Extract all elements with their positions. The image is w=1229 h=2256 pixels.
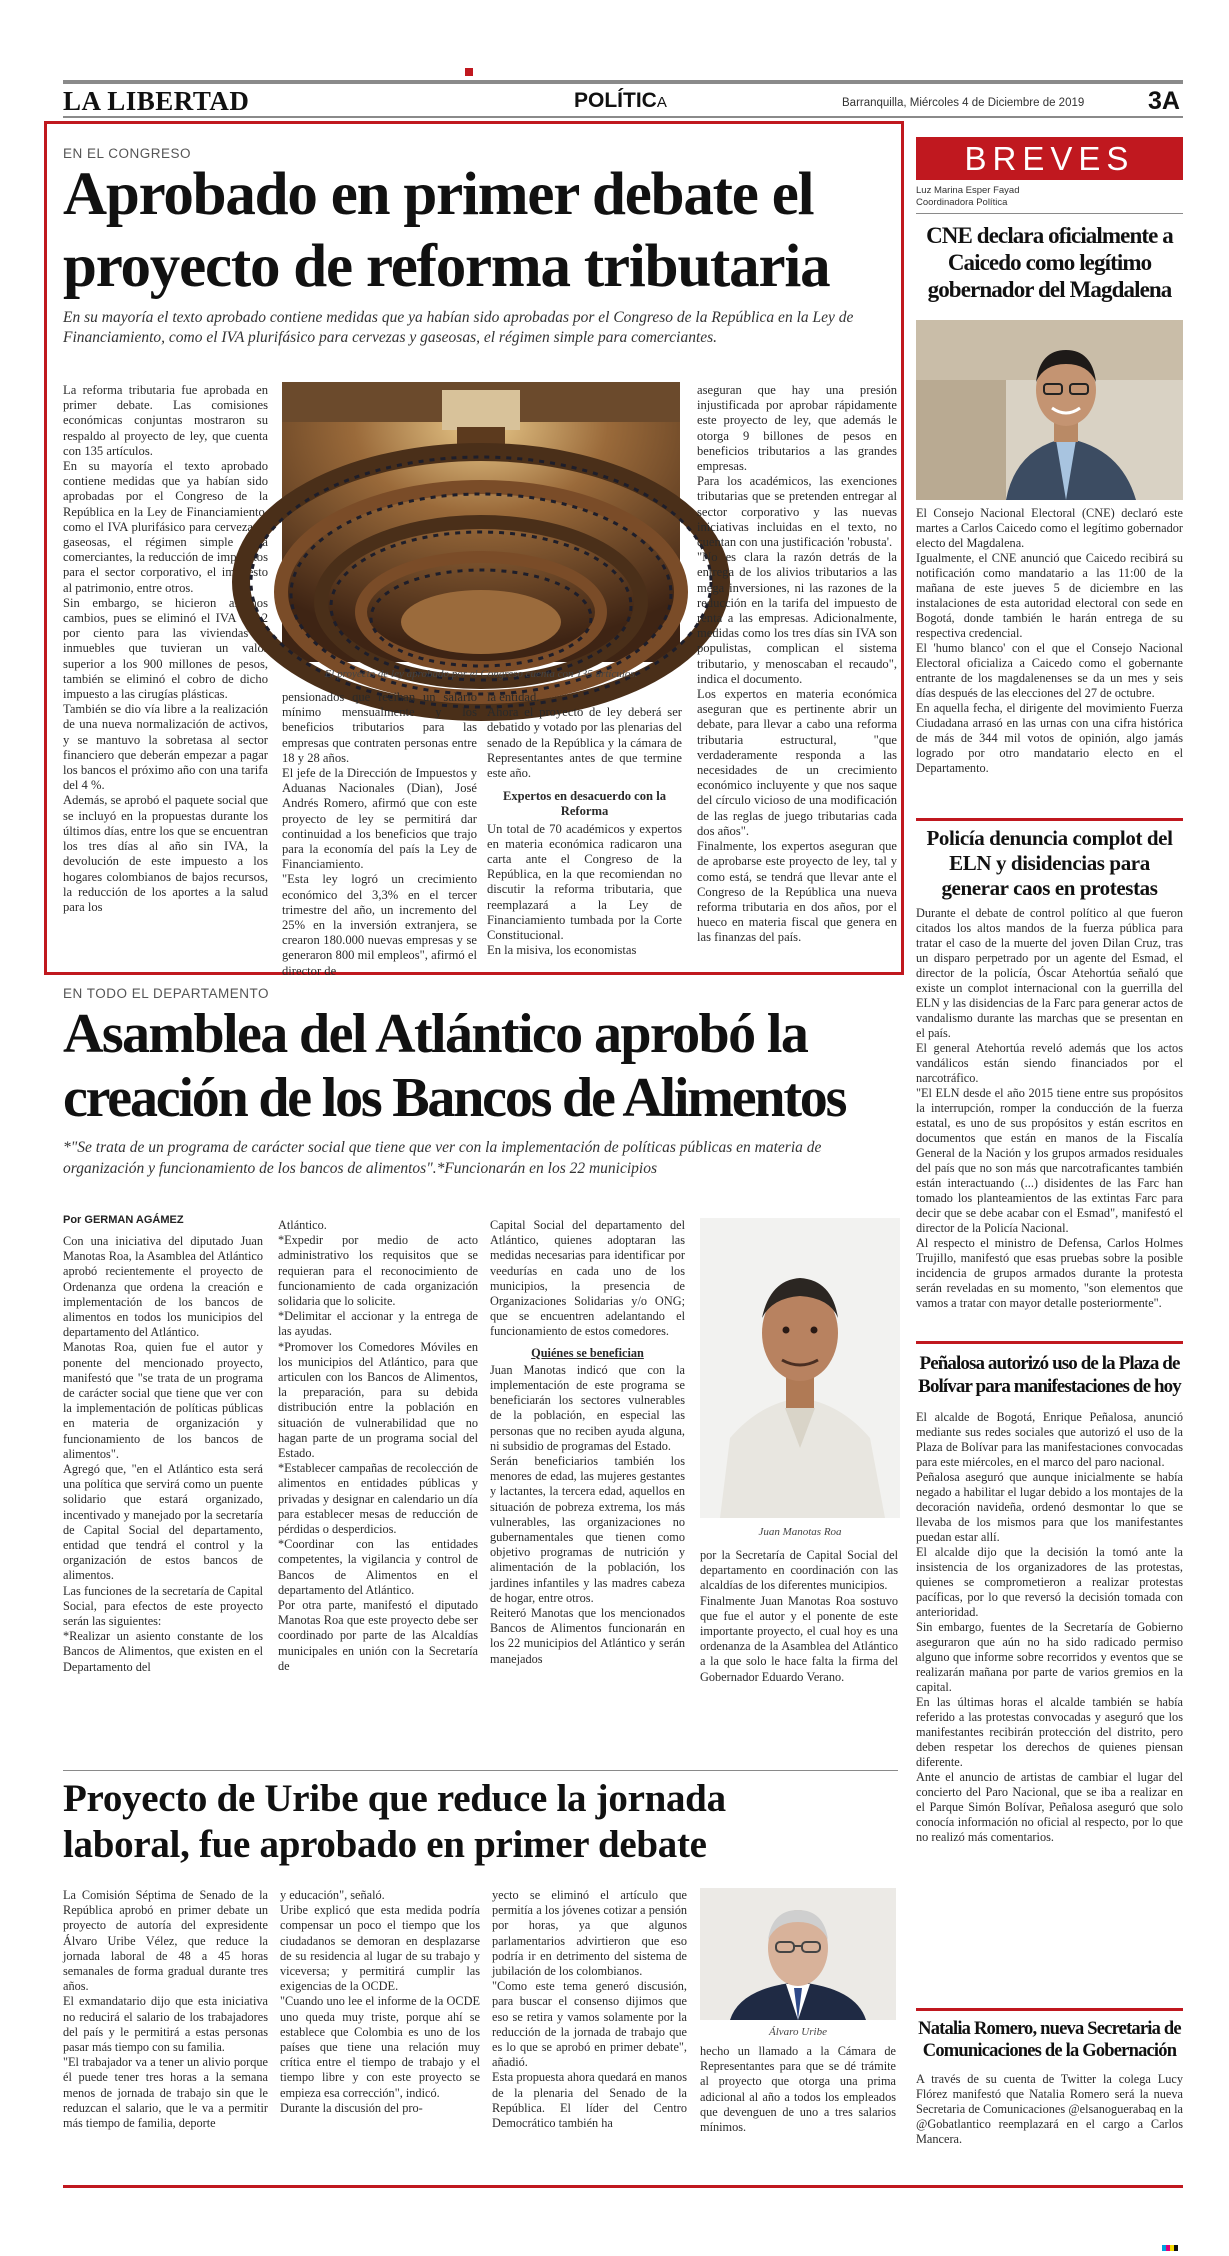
article2-column-4	[700, 1548, 898, 1762]
article3-top-rule	[63, 1770, 898, 1771]
breves-author: Luz Marina Esper Fayad	[916, 185, 1020, 196]
brief1-p3: El 'humo blanco' con el que el Consejo Nacional Electoral oficializa a Caicedo como el gobernante entrante de los magdalenenses se da un mes y seis días después de las elecciones del 27 de octubre.	[916, 641, 1183, 700]
article2-deck: *"Se trata de un programa de carácter social que tiene que ver con la implementación de políticas públicas en materia de organización y funcionamiento de los bancos de alimentos".*Funcionarán en los 22 municipios	[63, 1139, 822, 1177]
article3-column-1	[63, 1888, 268, 2178]
a2c4-p2: Finalmente Juan Manotas Roa sostuvo que fue el autor y el ponente de este importante proyecto, el cual hoy es una ordenanza de la Asamblea del Atlántico a la que solo le hace falta la firma del Gobernador Eduardo Verano.	[700, 1593, 898, 1684]
article3-headline-line1: Proyecto de Uribe que reduce la jornada	[63, 1777, 726, 1820]
article3-column-2	[280, 1888, 480, 2178]
brief2-p2: El general Atehortúa reveló además que los actos vandálicos están siendo financiados por el narcotráfico.	[916, 1041, 1183, 1085]
brief1-title: CNE declara oficialmente a Caicedo como legítimo gobernador del Magdalena	[926, 223, 1173, 302]
brief2-p3: "El ELN desde el año 2015 tiene entre sus propósitos la interrupción, romper la conducción de la fuerza estatal, es uno de sus propósitos y están escritos en documentos que están en manos de la Fiscalía General de la Nación y los grupos armados residuales del país que no son más que narcotraficantes también están interactuando (...) disidentes de las Farc han tomado los planteamientos de las extintas Farc para decir que se debe acabar con el Esmad", manifestó el director de la Policía Nacional.	[916, 1086, 1183, 1235]
a1c2-p2: El jefe de la Dirección de Impuestos y Aduanas Nacionales (Dian), José Andrés Romero, afirmó que con este proyecto de ley se permitirá dar continuidad a los beneficios que trajo para la economía del país la Ley de Financiamiento.	[282, 766, 477, 872]
a1c2-p1: pensionados que reciban un salario mínimo mensualmente y los beneficios tributarios para las empresas que contraten personas entre 18 y 28 años.	[282, 690, 477, 765]
a2c3-p3: Serán beneficiarios también los menores de edad, las mujeres gestantes y lactantes, la tercera edad, aquellos en situación de pobreza extrema, los más vulnerables, las organizaciones no gubernamentales que tienen como objetivo programas de nutrición y alimentación de la población, los jardines infantiles y las madres cabeza de hogar, entre otros.	[490, 1454, 685, 1605]
congress-photo-image	[282, 382, 680, 662]
a1c3-p4: En la misiva, los economistas	[487, 943, 637, 958]
header-bottom-rule	[63, 116, 1183, 118]
a1c4-p1: aseguran que hay una presión injustificada por aprobar rápidamente este proyecto de ley, que además le otorga 9 billones de pesos en beneficios tributarios a las grandes empresas.	[697, 383, 897, 474]
brief1-p2: Igualmente, el CNE anunció que Caicedo recibirá su notificación como mandatario a las 11:00 de la mañana de este jueves 5 de diciembre en las instalaciones de esta autoridad electoral con sede en Bogotá, donde también le harán entrega de su respectiva credencial.	[916, 551, 1183, 640]
article2-byline: Por GERMAN AGÁMEZ	[63, 1214, 184, 1226]
cmyk-marks	[1162, 2238, 1178, 2244]
breves-author-role: Coordinadora Política	[916, 197, 1008, 208]
article1-headline-line2: proyecto de reforma tributaria	[63, 233, 830, 300]
a3c4-p1: hecho un llamado a la Cámara de Representantes para que se dé trámite al proyecto que otorga una prima adicional al año a todos los empleados que devenguen de uno a tres salarios mínimos.	[700, 2044, 896, 2135]
brief3-body	[916, 1410, 1183, 2002]
caicedo-photo-image	[916, 320, 1183, 500]
a2c1-p4: Las funciones de la secretaría de Capital Social, para efectos de este proyecto serán las siguientes:	[63, 1583, 263, 1629]
brief3-p2: Peñalosa aseguró que aunque inicialmente se había negado a habilitar el lugar debido a los montajes de la decoración navideña, ordenó desmontar lo que se llevaba de los mismos para que los manifestantes puedan estar allí.	[916, 1470, 1183, 1544]
brief2-p4: Al respecto el ministro de Defensa, Carlos Holmes Trujillo, manifestó que esas pruebas sobre la posible incidencia de grupos armados durante la protesta serán reveladas en su momento, "son elementos que vamos a tratar con mayor detalle posteriormente".	[916, 1236, 1183, 1310]
a1c4-p2: Para los académicos, las exenciones tributarias que se pretenden entregar al sector corporativo y las nuevas iniciativas incluidas en el texto, no cuentan con una justificación 'robusta'.	[697, 474, 897, 550]
a2-subhead: Quiénes se benefician	[531, 1345, 644, 1360]
article2-photo-caption: Juan Manotas Roa	[758, 1526, 842, 1538]
brief1-p4: En aquella fecha, el dirigente del movimiento Fuerza Ciudadana arrasó en las urnas con una cifra histórica de más de 344 mil votos de opinión, algo jamás logrado por otro mandatario electo en el Departamento.	[916, 701, 1183, 775]
top-rule	[63, 80, 1183, 84]
brief1-body	[916, 506, 1183, 808]
article2-kicker: EN TODO EL DEPARTAMENTO	[63, 986, 270, 1001]
brief4-p1: A través de su cuenta de Twitter la colega Lucy Flórez manifestó que Natalia Romero será la nueva Secretaria de Comunicaciones @elsanoguerabaq en la @Gobatlantico reemplazará en el cargo a Carlos Mancera.	[916, 2072, 1183, 2146]
a3c1-p3: "El trabajador va a tener un alivio porque él puede tener tres horas a la semana menos de jornada de trabajo sin que le reduzcan el salario, que le va a permitir más tiempo de familia, deporte	[63, 2055, 268, 2131]
article1-headline-line1: Aprobado en primer debate el	[63, 161, 814, 228]
a2c3-p2: Juan Manotas indicó que con la implementación de este programa se beneficiarán los sectores vulnerables de la población, en especial las personas que no reciben ayuda alguna, ni subsidio de programas del Estado.	[490, 1362, 685, 1453]
top-red-marker	[465, 68, 473, 76]
manotas-photo-image	[700, 1218, 900, 1518]
article1-column-3	[487, 690, 682, 970]
a2c1-p2: Manotas Roa, quien fue el autor y ponente del mencionado proyecto, manifestó que "se trata de un programa de carácter social que tiene que ver con la implementación de políticas públicas en materia de organización y funcionamiento de los bancos de alimentos".	[63, 1340, 263, 1461]
a1c1-p1: La reforma tributaria fue aprobada en primer debate. Las comisiones económicas conjuntas mostraron su respaldo al proyecto de ley, que cuenta con 135 artículos.	[63, 383, 268, 458]
uribe-photo	[700, 1888, 896, 2020]
dateline: Barranquilla, Miércoles 4 de Diciembre de 2019	[842, 97, 1085, 109]
article3-headline-line2: laboral, fue aprobado en primer debate	[63, 1823, 707, 1866]
uribe-photo-image	[700, 1888, 896, 2020]
a3c3-p1: yecto se eliminó el artículo que permitía a los jóvenes cotizar a pensión por horas, ya que algunos parlamentarios advirtieron que eso podría ir en detrimento del sistema de jubilación de los colombianos.	[492, 1888, 687, 1979]
article1-column-2	[282, 690, 477, 978]
article1-column-4	[697, 383, 897, 969]
a3c2-p4: Durante la discusión del pro-	[280, 2100, 423, 2115]
manotas-photo	[700, 1218, 900, 1518]
a2c2-p6: *Coordinar con las entidades competentes, la vigilancia y control de Bancos de Alimentos en el departamento del Atlántico.	[278, 1537, 478, 1597]
a2c1-p5: *Realizar un asiento constante de los Bancos de Alimentos, que existen en el Departamento del	[63, 1629, 263, 1674]
a3c2-p3: "Cuando uno lee el informe de la OCDE uno queda muy triste, porque ahí se establece que Colombia es uno de los países que tiene una relación muy crítica entre el tiempo de trabajo y el tiempo libre y con este proyecto se empieza esa corrección", indicó.	[280, 1994, 480, 2100]
article1-column-1	[63, 383, 268, 969]
breves-title: BREVES	[964, 140, 1135, 177]
article1-kicker: EN EL CONGRESO	[63, 146, 192, 161]
a1c4-p4: Los expertos en materia económica aseguran que es pertinente abrir un debate, para llevar a cabo una reforma tributaria estructural, "que verdaderamente responda a las necesidades de un crecimiento económico incluyente y que nos saque del círculo vicioso de una modificación de las reglas de juego tributarias cada dos años".	[697, 687, 897, 838]
brief1-p1: El Consejo Nacional Electoral (CNE) declaró este martes a Carlos Caicedo como el legítimo gobernador electo del Magdalena.	[916, 506, 1183, 550]
caicedo-photo	[916, 320, 1183, 500]
brief1-divider	[916, 818, 1183, 821]
a1-subhead: Expertos en desacuerdo con la Reforma	[502, 789, 666, 819]
a2c2-p1: Atlántico.	[278, 1218, 327, 1232]
brief3-p1: El alcalde de Bogotá, Enrique Peñalosa, anunció mediante sus redes sociales que autorizó el uso de la Plaza de Bolívar para las manifestaciones convocadas para este miércoles, en el marco del paro nacional.	[916, 1410, 1183, 1469]
a1c2-p3: "Esta ley logró un crecimiento económico del 3,3% en el tercer trimestre del año, un incremento del 25% en la inversión extranjera, se crearon 180.000 nuevas empresas y se generaron 800 mil empleos", afirmó el director de	[282, 872, 477, 978]
a3c3-p2: "Como este tema generó discusión, para buscar el consenso dijimos que eso se retira y vamos solamente por la reducción de la jornada de trabajo que es lo que se aprobó en primer debate", añadió.	[492, 1979, 687, 2070]
a2c4-p1: por la Secretaría de Capital Social del departamento en coordinación con las alcaldías de los diferentes municipios.	[700, 1548, 898, 1593]
a1c4-p3: "No es clara la razón detrás de la entrega de los alivios tributarios a las mega inversiones, ni las razones de la reducción en la tarifa del impuesto de renta a las empresas. Adicionalmente, medidas como los tres días sin IVA son populistas, complican el sistema tributario, y menoscaban el recaudo", indica el documento.	[697, 550, 897, 686]
page-number: 3A	[1148, 87, 1180, 115]
bottom-red-rule	[63, 2185, 1183, 2188]
article3-column-4	[700, 2044, 896, 2178]
a1c1-p2: En su mayoría el texto aprobado contiene medidas que ya habían sido aprobadas por el Congreso de la República en la Ley de Financiamiento, como el IVA plurifásico para cervezas y gaseosas, el régimen simple para comerciantes, la reducción de impuestos para el sector corporativo, el impuesto al patrimonio, entre otros.	[63, 459, 268, 595]
a2c3-p1: Capital Social del departamento del Atlántico, quienes adoptaran las medidas necesarias para identificar por veedurías en cada uno de los municipios, la presencia de Organizaciones Solidarias y/o ONG; que se encuentren adelantando el funcionamiento de estos comedores.	[490, 1218, 685, 1339]
brief3-p4: Sin embargo, fuentes de la Secretaría de Gobierno aseguraron que aún no ha sido radicado permiso alguno que informe sobre recorridos y eventos que se realizarán mañana por parte de varios gremios en la capital.	[916, 1620, 1183, 1694]
article2-column-3	[490, 1218, 685, 1762]
brief3-p3: El alcalde dijo que la decisión la tomó ante la insistencia de los organizadores de las protestas, quienes se comprometieron a realizar protestas pacíficas, por lo que reversó la decisión tomada con anterioridad.	[916, 1545, 1183, 1619]
article2-column-2	[278, 1218, 478, 1762]
breves-author-rule	[916, 213, 1183, 214]
article2-headline-line2: creación de los Bancos de Alimentos	[63, 1067, 846, 1129]
brief3-p5: En las últimas horas el alcalde también se había referido a las protestas convocadas y aseguró que los manifestantes recibirán protección del distrito, pero deben respetar los derechos de quienes piensan diferente.	[916, 1695, 1183, 1769]
a2c2-p5: *Establecer campañas de recolección de alimentos en entidades públicas y privadas y designar en calendario un día para establecer mesas de reducción de pérdidas o desperdicios.	[278, 1461, 478, 1537]
article3-photo-caption: Álvaro Uribe	[769, 2026, 827, 2038]
article3-column-3	[492, 1888, 687, 2178]
a3c2-p1: y educación", señaló.	[280, 1888, 385, 1902]
a1c1-p3: Sin embargo, se hicieron algunos cambios, pues se eliminó el IVA del 2 por ciento para las viviendas o inmuebles que tuvieran un valor superior a los 900 millones de pesos, también se eliminó el cobro de dicho impuesto a las cirugías plásticas.	[63, 595, 268, 702]
a1c4-p5: Finalmente, los expertos aseguran que de aprobarse este proyecto de ley, tal y como está, se tendrá que llevar ante el Congreso de la República una nueva reforma tributaria en dos años, por el hueco en materia fiscal que genera en las finanzas del país.	[697, 839, 897, 945]
section-label-main: POLÍTIC	[574, 89, 657, 112]
brief2-divider	[916, 1341, 1183, 1344]
a2c2-p3: *Delimitar el accionar y la entrega de las ayudas.	[278, 1309, 478, 1339]
a1c3-p3: Un total de 70 académicos y expertos en materia económica radicaron una carta ante el Congreso de la República, en la que recomiendan no discutir la reforma tributaria, que reemplazará a la Ley de Financiamiento tumbada por la Corte Constitucional.	[487, 821, 682, 943]
cmyk-black	[1174, 2245, 1178, 2251]
a2c2-p7: Por otra parte, manifestó el diputado Manotas Roa que este proyecto debe ser coordinado por parte de las Alcaldías municipales en unión con la Secretaría de	[278, 1598, 478, 1673]
article2-headline-line1: Asamblea del Atlántico aprobó la	[63, 1003, 808, 1065]
section-label	[574, 89, 667, 113]
a2c1-p1: Con una iniciativa del diputado Juan Manotas Roa, la Asamblea del Atlántico aprobó recientemente el proyecto de Ordenanza que ordena la creación e implementación de los bancos de alimentos en todos los municipios del departamento del Atlántico.	[63, 1234, 263, 1340]
a2c2-p2: *Expedir por medio de acto administrativo los requisitos que se requieran para el reconocimiento de funcionamiento de cada organización solidaria que lo solicite.	[278, 1233, 478, 1309]
a3c1-p2: El exmandatario dijo que esta iniciativa no reducirá el salario de los trabajadores del país y le permitirá a estas personas pasar más tiempo con su familia.	[63, 1994, 268, 2055]
a2c3-p4: Reiteró Manotas que los mencionados Bancos de Alimentos funcionarán en los 22 municipios del Atlántico y serán manejados	[490, 1606, 685, 1666]
section-label-tail: A	[656, 94, 667, 111]
brief2-p1: Durante el debate de control político al que fueron citados los altos mandos de la fuerza pública para tratar el caso de la muerte del joven Dilan Cruz, tras un disparo perpetrado por un agente del Esmad, el director de la policía, Óscar Atehortúa señaló que existe un complot internacional con la guerrilla del ELN y las disidencias de la Farc para generar actos de vandalismo durante las marchas que se presentan en el país.	[916, 906, 1183, 1040]
a1c3-p2: Ahora el proyecto de ley deberá ser debatido y votado por las plenarias del senado de la República y la cámara de Representantes antes de que termine este año.	[487, 705, 682, 781]
a1c1-p4: También se dio vía libre a la realización de una nueva normalización de activos, y se mantuvo la sobretasa al sector financiero que deberán empezar a pagar los bancos el próximo año con una tarifa del 4 %.	[63, 702, 268, 793]
brief2-title: Policía denuncia complot del ELN y disidencias para generar caos en protestas	[926, 826, 1173, 900]
congress-photo	[282, 382, 680, 662]
brief4-title: Natalia Romero, nueva Secretaria de Comunicaciones de la Gobernación	[918, 2019, 1181, 2061]
article1-deck: En su mayoría el texto aprobado contiene medidas que ya habían sido aprobadas por el Congreso de la República en la Ley de Financiamiento, como el IVA plurifásico para cervezas y gaseosas, el régimen simple para comerciantes.	[63, 309, 854, 346]
brief3-p6: Ante el anuncio de artistas de cambiar el lugar del concierto del Paro Nacional, que se iba a realizar en el Parque Simón Bolívar, Peñalosa aseguró que solo conocía información no oficial al respecto, por lo que no realizó más comentarios.	[916, 1770, 1183, 1844]
a1c3-p1: la entidad.	[487, 690, 540, 704]
a1c1-p5: Además, se aprobó el paquete social que se incluyó en la propuestas durante los últimos días, entre los que se encuentran los tres días al año sin IVA, la devolución de este impuesto a los hogares colombianos de bajos recursos, la reducción de los aportes a la salud para los	[63, 793, 268, 914]
brief3-divider	[916, 2008, 1183, 2011]
a2c1-p3: Agregó que, "en el Atlántico esta será una política que servirá como un puente solidario que estará organizado, incentivado y manejado por la secretaría de Capital Social del departamento, entidad que tendrá el control y la organización de estos bancos de alimentos.	[63, 1462, 263, 1583]
brief3-title: Peñalosa autorizó uso de la Plaza de Bolívar para manifestaciones de hoy	[918, 1353, 1181, 1397]
article1-photo-caption: El proyecto de ley aprobado por el Congreso cuenta con 135 artículos.	[324, 668, 638, 680]
brief4-body	[916, 2072, 1183, 2180]
a3c1-p1: La Comisión Séptima de Senado de la República aprobó en primer debate un proyecto de autoría del expresidente Álvaro Uribe Vélez, que reduce la jornada laboral de 48 a 45 horas semanales de forma gradual durante tres años.	[63, 1888, 268, 1994]
masthead: LA LIBERTAD	[63, 86, 250, 116]
a3c2-p2: Uribe explicó que esta medida podría compensar un poco el tiempo que los ciudadanos se demoran en desplazarse de su residencia al lugar de su trabajo y viceversa; y permitirá cumplir las exigencias de la OCDE.	[280, 1903, 480, 1994]
article2-column-1	[63, 1234, 263, 1762]
brief2-body	[916, 906, 1183, 1336]
a2c2-p4: *Promover los Comedores Móviles en los municipios del Atlántico, para que articulen con los Bancos de Alimentos, la preparación, para su debida distribución entre la población en situación de vulnerabilidad que no hagan parte de un programa social del Estado.	[278, 1339, 478, 1461]
a3c3-p3: Esta propuesta ahora quedará en manos de la plenaria del Senado de la República. El líder del Centro Democrático también ha	[492, 2070, 687, 2131]
